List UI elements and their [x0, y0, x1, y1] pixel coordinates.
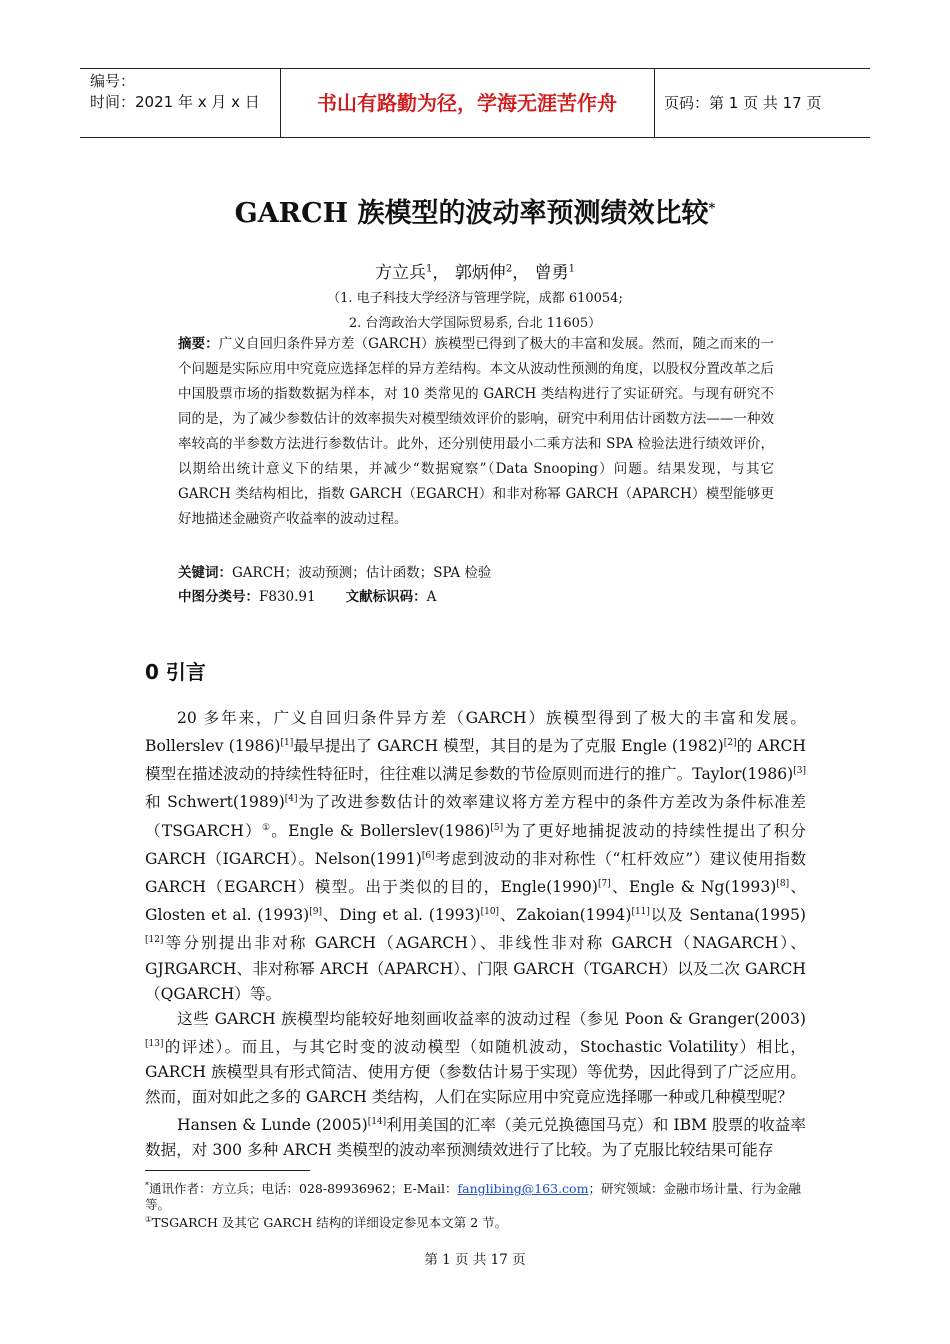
author-affiliation-mark: 2	[505, 263, 513, 275]
paragraph-text: 最早提出了 GARCH 模型，其目的是为了克服 Engle (1982)	[293, 737, 724, 756]
paragraph-text: 、Ding et al. (1993)	[322, 906, 481, 925]
keywords	[178, 561, 774, 581]
keywords-text: GARCH；波动预测；估计函数；SPA 检验	[232, 565, 492, 581]
body-paragraph	[145, 1007, 806, 1110]
section-heading: 0 引言	[145, 660, 206, 684]
footnote-2	[145, 1212, 805, 1231]
paragraph-text: 的 ARCH 模型在描述波动的持续性特征时，往往难以满足参数的节俭原则而进行的推广。Taylor(1986)	[145, 737, 807, 784]
paragraph-text: 20 多年来，广义自回归条件异方差（GARCH）族模型得到了极大的丰富和发展。Bollerslev (1986)	[145, 709, 806, 756]
paragraph-text: 、Engle & Ng(1993)	[610, 878, 777, 897]
author-list: 方立兵$^1$， 郭炳伸$^2$， 曾勇$^1$	[375, 263, 575, 283]
affiliation-2: 2. 台湾政治大学国际贸易系, 台北 11605）	[348, 316, 602, 331]
paragraph-text: 的评述）。而且，与其它时变的波动模型（如随机波动，Stochastic Volatility）相比，GARCH 族模型具有形式简洁、使用方便（参数估计易于实现）等优势，因此得到了广泛应用。然而，面对如此之多的 GARCH 类结构，人们在实际应用中究竟应选择哪一种或几种模型呢？	[145, 1037, 806, 1106]
doc-code-value: A	[426, 589, 437, 605]
header-meta	[90, 71, 260, 113]
email-link[interactable]: fanglibing@163.com	[457, 1181, 589, 1197]
paragraph-text: 等分别提出非对称 GARCH（AGARCH）、非线性非对称 GARCH（NAGARCH）、GJRGARCH、非对称幂 ARCH（APARCH）、门限 GARCH（TGARCH）以及二次 GARCH（QGARCH）等。	[145, 934, 806, 1003]
author-affiliation-mark: 1	[426, 263, 433, 275]
paragraph-text: 以及 Sentana(1995)	[649, 906, 806, 925]
paragraph-text: 这些 GARCH 族模型均能较好地刻画收益率的波动过程（参见 Poon & Granger(2003)	[177, 1009, 806, 1028]
paragraph-text: 考虑到波动的非对称性（“杠杆效应”）建议使用指数 GARCH（EGARCH）模型。出于类似的目的，Engle(1990)	[145, 849, 806, 897]
abstract	[178, 332, 774, 532]
citation-mark: [4]	[284, 794, 298, 805]
footnote-mark: ①	[145, 1215, 153, 1224]
citation-mark: [12]	[145, 935, 164, 946]
citation-mark: [6]	[421, 850, 435, 861]
footnote-rule	[145, 1170, 310, 1171]
time-label: 时间：2021 年 x 月 x 日	[90, 93, 260, 111]
page-header	[80, 68, 870, 138]
footnote-text: 通讯作者：方立兵；电话：028-89936962；E-Mail：	[149, 1181, 458, 1197]
doc-code-label: 文献标识码：	[345, 589, 427, 605]
paragraph-text: Hansen & Lunde (2005)	[177, 1115, 368, 1134]
body-text	[145, 706, 806, 1163]
serial-label: 编号：	[90, 72, 136, 90]
citation-mark: [3]	[793, 766, 806, 777]
footnote-1	[145, 1178, 805, 1213]
body-paragraph	[145, 1110, 806, 1163]
citation-mark: [14]	[367, 1116, 387, 1127]
abstract-label: 摘要：	[178, 336, 219, 352]
classification	[178, 585, 774, 605]
keywords-label: 关键词：	[178, 565, 232, 581]
citation-mark: [7]	[597, 878, 611, 889]
citation-mark: [9]	[309, 907, 322, 918]
citation-mark: [10]	[480, 907, 500, 918]
paper-title	[0, 191, 950, 230]
affiliation-1: （1. 电子科技大学经济与管理学院，成都 610054;	[327, 291, 623, 306]
citation-mark: [11]	[631, 907, 650, 918]
header-page-info: 页码：第 1 页 共 17 页	[664, 94, 822, 112]
footnote-text: ；研究领域：金融市场计量、行为金融等。	[145, 1181, 801, 1213]
footnote-mark: *	[145, 1181, 149, 1190]
body-paragraph	[145, 706, 806, 1007]
paragraph-text: 为了改进参数估计的效率建议将方差方程中的条件方差改为条件标准差（TSGARCH）	[145, 793, 806, 840]
abstract-text: 广义自回归条件异方差（GARCH）族模型已得到了极大的丰富和发展。然而，随之而来的一个问题是实际应用中究竟应选择怎样的异方差结构。本文从波动性预测的角度，以股权分置改革之后中国股票市场的指数数据为样本，对 10 类常见的 GARCH 类结构进行了实证研究。与现有研究不同的是，为了减少参数估计的效率损失对模型绩效评价的影响，研究中利用估计函数方法——一种效率较高的半参数方法进行参数估计。此外，还分别使用最小二乘方法和 SPA 检验法进行绩效评价，以期给出统计意义下的结果，并减少“数据窥察”（Data Snooping）问题。结果发现，与其它 GARCH 类结构相比，指数 GARCH（EGARCH）和非对称幂 GARCH（APARCH）模型能够更好地描述金融资产收益率的波动过程。	[178, 336, 774, 527]
citation-mark: [5]	[490, 822, 504, 833]
paragraph-text: 。Engle & Bollerslev(1986)	[271, 821, 491, 840]
paragraph-text: 、Glosten et al. (1993)	[145, 878, 806, 925]
paragraph-text: 和 Schwert(1989)	[145, 793, 285, 812]
citation-mark: [1]	[280, 738, 294, 748]
author-name: 郭炳伸	[454, 263, 506, 283]
citation-mark: ①	[261, 822, 272, 833]
author-affiliation-mark: 1	[568, 263, 575, 275]
author-name: 方立兵	[375, 263, 427, 283]
paragraph-text: 为了更好地捕捉波动的持续性提出了积分 GARCH（IGARCH）。Nelson(1991)	[145, 821, 806, 868]
paragraph-text: 、Zakoian(1994)	[499, 906, 632, 925]
title-text: GARCH 族模型的波动率预测绩效比较	[234, 198, 709, 229]
paragraph-text: 利用美国的汇率（美元兑换德国马克）和 IBM 股票的收益率数据，对 300 多种 ARCH 类模型的波动率预测绩效进行了比较。为了克服比较结果可能存	[145, 1115, 807, 1159]
clc-label: 中图分类号：	[178, 589, 259, 605]
citation-mark: [13]	[145, 1038, 164, 1049]
footnote-text: TSGARCH 及其它 GARCH 结构的详细设定参见本文第 2 节。	[152, 1215, 508, 1231]
citation-mark: [2]	[723, 738, 737, 748]
title-footnote-mark: *	[708, 201, 716, 216]
author-name: 曾勇	[534, 263, 569, 283]
header-divider	[654, 69, 655, 137]
page-footer: 第 1 页 共 17 页	[424, 1252, 526, 1268]
clc-value: F830.91	[259, 589, 316, 605]
header-motto: 书山有路勤为径，学海无涯苦作舟	[317, 91, 617, 115]
citation-mark: [8]	[776, 878, 790, 889]
